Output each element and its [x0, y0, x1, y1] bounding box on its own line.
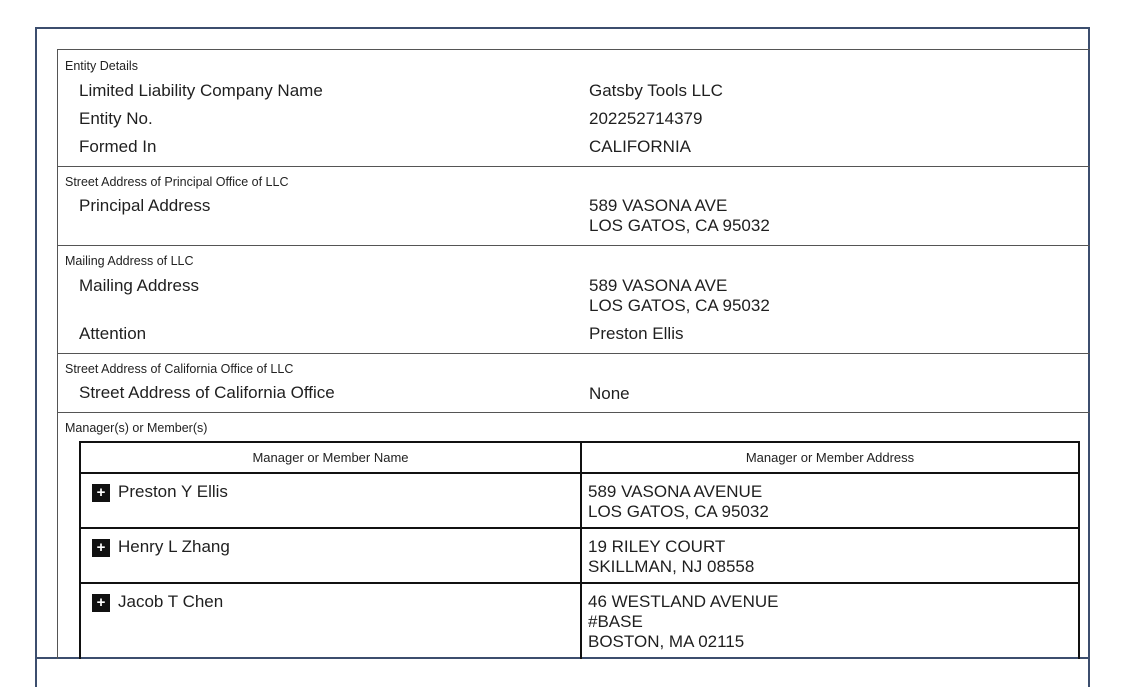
- address-line: 19 RILEY COURT: [588, 537, 726, 556]
- attention-label: Attention: [79, 324, 147, 343]
- member-address: [588, 537, 754, 577]
- california-office-section: [58, 354, 1090, 413]
- california-office-value: None: [589, 384, 630, 403]
- entity-details-section: [58, 50, 1090, 167]
- mailing-address-section: [58, 246, 1090, 354]
- address-line: LOS GATOS, CA 95032: [588, 502, 769, 521]
- column-header-address: Manager or Member Address: [745, 450, 915, 465]
- section-title: Street Address of Principal Office of LLC: [65, 175, 289, 189]
- member-name: Jacob T Chen: [118, 592, 224, 611]
- address-line: 589 VASONA AVE: [589, 276, 728, 295]
- attention-value: Preston Ellis: [589, 324, 684, 343]
- address-line: LOS GATOS, CA 95032: [589, 216, 770, 235]
- member-address: [588, 482, 769, 522]
- address-line: LOS GATOS, CA 95032: [589, 296, 770, 315]
- california-office-label: Street Address of California Office: [79, 383, 335, 402]
- expand-icon[interactable]: +: [92, 539, 110, 557]
- formed-in-value: CALIFORNIA: [589, 137, 692, 156]
- managers-section-title: Manager(s) or Member(s): [65, 421, 208, 435]
- address-line: SKILLMAN, NJ 08558: [588, 557, 755, 576]
- member-name: Henry L Zhang: [118, 537, 230, 556]
- expand-icon[interactable]: +: [92, 594, 110, 612]
- column-divider: [580, 443, 582, 659]
- mailing-address-label: Mailing Address: [79, 276, 200, 295]
- principal-address-value: [589, 196, 770, 236]
- column-header-name: Manager or Member Name: [252, 450, 409, 465]
- member-name: Preston Y Ellis: [118, 482, 228, 501]
- address-line: 589 VASONA AVENUE: [588, 482, 763, 501]
- expand-icon[interactable]: +: [92, 484, 110, 502]
- entity-no-label: Entity No.: [79, 109, 153, 128]
- principal-office-section: [58, 167, 1090, 246]
- principal-address-label: Principal Address: [79, 196, 211, 215]
- mailing-address-value: [589, 276, 770, 316]
- entity-no-value: 202252714379: [589, 109, 703, 128]
- address-line: #BASE: [588, 612, 643, 631]
- address-line: BOSTON, MA 02115: [588, 632, 745, 651]
- section-title: Mailing Address of LLC: [65, 254, 194, 268]
- section-title: Street Address of California Office of LLC: [65, 362, 294, 376]
- section-title: Entity Details: [65, 59, 138, 73]
- llc-statement-form: [57, 49, 1090, 659]
- company-name-value: Gatsby Tools LLC: [589, 81, 723, 100]
- address-line: 46 WESTLAND AVENUE: [588, 592, 779, 611]
- formed-in-label: Formed In: [79, 137, 157, 156]
- managers-table: [79, 441, 1080, 659]
- member-address: [588, 592, 779, 652]
- address-line: 589 VASONA AVE: [589, 196, 728, 215]
- company-name-label: Limited Liability Company Name: [79, 81, 323, 100]
